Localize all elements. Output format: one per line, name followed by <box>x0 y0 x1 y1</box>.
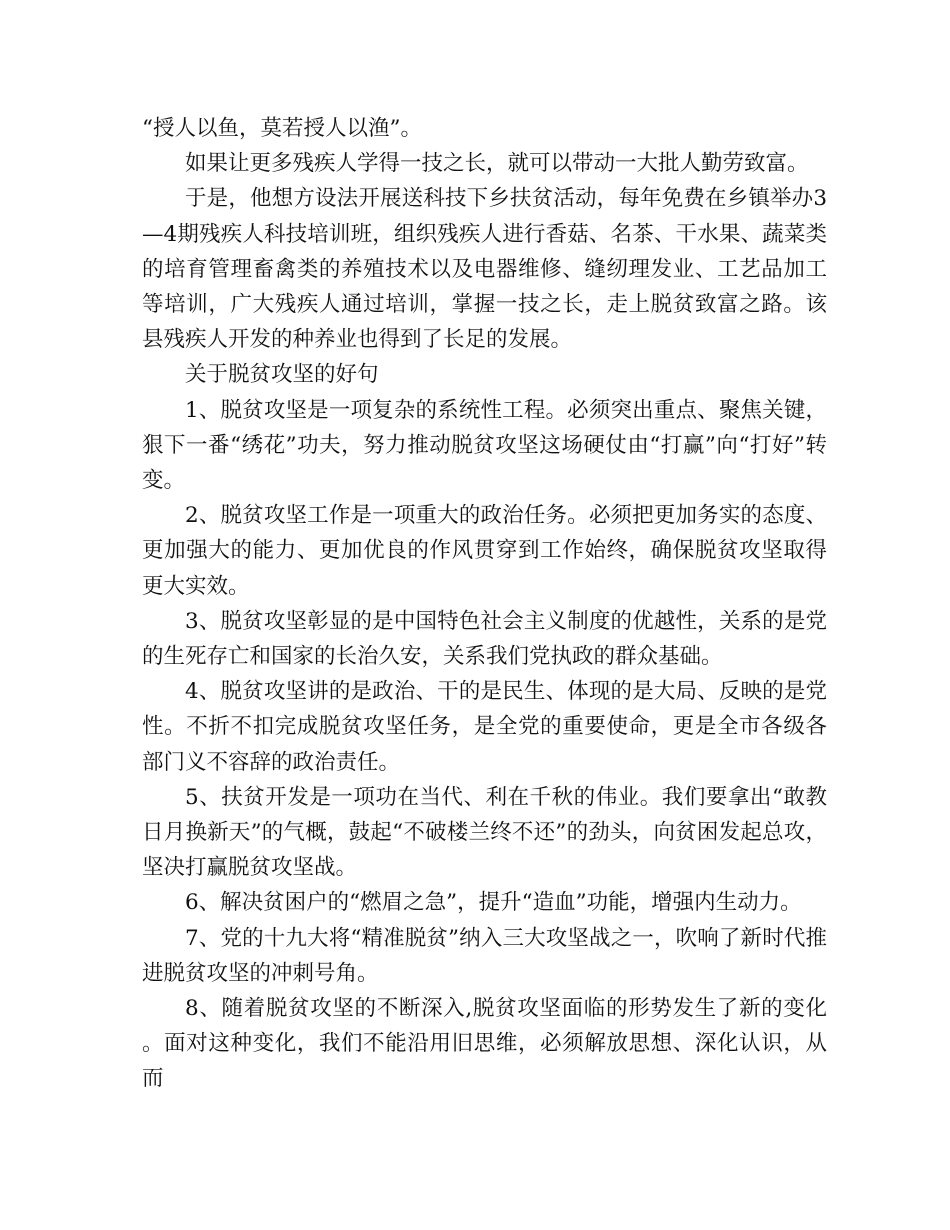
paragraph-proverb: “授人以鱼，莫若授人以渔”。 <box>142 116 422 141</box>
list-item-2: 2、脱贫攻坚工作是一项重大的政治任务。必须把更加务实的态度、更加强大的能力、更加优良的作风贯穿到工作始终，确保脱贫攻坚取得更大实效。 <box>142 503 827 599</box>
list-item-1: 1、脱贫攻坚是一项复杂的系统性工程。必须突出重点、聚焦关键，狠下一番“绣花”功夫，努力推动脱贫攻坚这场硬仗由“打赢”向“打好”转变。 <box>142 397 827 494</box>
section-heading: 关于脱贫攻坚的好句 <box>185 362 379 388</box>
list-item-3: 3、脱贫攻坚彰显的是中国特色社会主义制度的优越性，关系的是党的生死存亡和国家的长治久安，关系我们党执政的群众基础。 <box>142 608 827 670</box>
list-item-5: 5、扶贫开发是一项功在当代、利在千秋的伟业。我们要拿出“敢教日月换新天”的气概，鼓起“不破楼兰终不还”的劲头，向贫困发起总攻，坚决打赢脱贫攻坚战。 <box>142 784 827 881</box>
list-item-8: 8、随着脱贫攻坚的不断深入,脱贫攻坚面临的形势发生了新的变化。面对这种变化，我们不能沿用旧思维，必须解放思想、深化认识，从而 <box>142 996 827 1092</box>
document-body <box>142 111 827 1097</box>
list-item-6: 6、解决贫困户的“燃眉之急”，提升“造血”功能，增强内生动力。 <box>185 890 802 916</box>
paragraph-skills: 如果让更多残疾人学得一技之长，就可以带动一大批人勤劳致富。 <box>185 151 809 177</box>
paragraph-training: 于是，他想方设法开展送科技下乡扶贫活动，每年免费在乡镇举办3—4期残疾人科技培训班，组织残疾人进行香菇、名茶、干水果、蔬菜类的培育管理畜禽类的养殖技术以及电器维修、缝纫理发业、工艺品加工等培训，广大残疾人通过培训，掌握一技之长，走上脱贫致富之路。该县残疾人开发的种养业也得到了长足的发展。 <box>142 186 827 353</box>
list-item-4: 4、脱贫攻坚讲的是政治、干的是民生、体现的是大局、反映的是党性。不折不扣完成脱贫攻坚任务，是全党的重要使命，更是全市各级各部门义不容辞的政治责任。 <box>142 679 827 775</box>
list-item-7: 7、党的十九大将“精准脱贫”纳入三大攻坚战之一，吹响了新时代推进脱贫攻坚的冲刺号角。 <box>142 925 827 986</box>
